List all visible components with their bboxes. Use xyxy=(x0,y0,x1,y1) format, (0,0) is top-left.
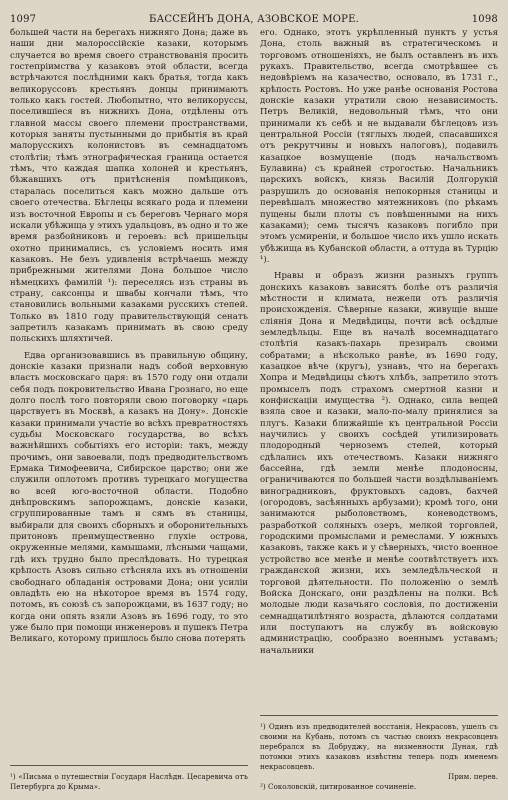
translator-note: Прим. перев. xyxy=(447,772,498,781)
right-page-number: 1098 xyxy=(471,13,498,25)
running-title: БАССЕЙНЪ ДОНА, АЗОВСКОЕ МОРЕ. xyxy=(149,13,359,25)
left-footnotes xyxy=(10,765,248,792)
text-columns xyxy=(10,28,498,792)
right-column xyxy=(260,28,498,792)
right-footnote-2: ²) Соколовскій, цитированное сочиненіе. xyxy=(260,782,417,791)
left-paragraph-2: Едва организовавшись въ правильную общину, донскіе казаки признали надъ собой верховную власть московскаго царя: въ 1570 году они отдали себя подъ покровительство Ивана Грознаго, но еще долго послѣ того повторяли свою поговорку «царь царствуетъ въ Москвѣ, а казакъ на Дону». Донскіе казаки принимали участіе во всѣхъ превратностяхъ судьбы Московскаго государства, во всѣхъ важнѣйшихъ событіяхъ его исторіи: такъ, между прочимъ, они завоевали, подъ предводительствомъ Ермака Тимофеевича, Сибирское царство; они же служили оплотомъ противъ турецкаго могущества во всей юго-восточной области. Подобно днѣпровскимъ запорожцамъ, донскіе казаки, сгруппированные тамъ и сямъ въ станицы, выбирали для своихъ сборныхъ и оборонительныхъ притоновъ преимущественно глухіе острова, окруженные мелями, камышами, лѣсными чащами, гдѣ ихъ трудно было преслѣдовать. Но турецкая крѣпость Азовъ сильно стѣсняла ихъ въ отношеніи свободнаго обладанія островами Дона; они усиліи овладѣть ею на нѣкоторое время въ 1574 году, потомъ, въ союзѣ съ запорожцами, въ 1637 году; но когда они опять взяли Азовъ въ 1696 году, то это уже было при помощи инженеровъ и пушекъ Петра Великаго, которому пришлось было снова потерять xyxy=(10,350,248,645)
left-footnote-1: ¹) «Письма о путешествіи Государя Наслѣдн. Цесаревича отъ Петербурга до Крыма». xyxy=(10,772,248,791)
right-footnote-1: ¹) Одинъ изъ предводителей восстанія, Некрасовъ, ушелъ съ своими на Кубань, потомъ съ частью своихъ некрасовцевъ перебрался въ Добруджу, на низменности Дуная, гдѣ потомки этихъ казаковъ извѣстны теперь подъ именемъ некрасовцевъ. xyxy=(260,722,498,771)
right-paragraph-1: его. Однако, этотъ укрѣпленный пунктъ у устья Дона, столь важный въ стратегическомъ и торговомъ отношеніяхъ, не былъ оставленъ въ ихъ рукахъ. Правительство, всегда смотрѣвшее съ недовѣріемъ на казачество, основало, въ 1731 г., крѣпость Ростовъ. Но уже ранѣе основанія Ростова донскіе казаки утратили свою независимость. Петръ Великій, недовольный тѣмъ, что они принимали къ себѣ и не выдавали бѣглецовъ изъ центральной Россіи (тяглыхъ людей, спасавшихся отъ рекрутчины и новыхъ налоговъ), подавилъ казацкое возмущеніе (подъ начальствомъ Булавина) съ крайней строгостью. Начальникъ царскихъ войскъ, князь Василій Долгорукій разрушилъ до основанія непокорныя станицы и перевѣшалъ множество мятежниковъ (по рѣкамъ пущены были плоты съ повѣшенными на нихъ казаками); семь тысячъ казаковъ погибло при этомъ усмиреніи, и большое число ихъ ушло искать убѣжища въ Кубанской области, а оттуда въ Турцію ¹). xyxy=(260,28,498,265)
right-footnotes xyxy=(260,715,498,792)
left-paragraph-1: большей части на берегахъ нижняго Дона; даже въ наши дни малороссійскіе казаки, которымъ случается во время своего странствованія просить гостепріимства у казаковъ этой области, всегда встрѣчаются послѣдними какъ братья, тогда какъ великоруссовъ крестьянъ донцы принимаютъ только какъ гостей. Любопытно, что великоруссы, поселившіеся въ нижнихъ Дона, отдѣлены отъ главной массы своего племени пространствами, которыя заняты пустынными до прибытія въ край малорусскихъ колонистовъ въ семнадцатомъ столѣтіи; тѣмъ этнографическая граница остается тѣмъ, что каждая шапка холоней и крестьянъ, бѣжавшихъ отъ притѣсненія помѣщиковъ, старалась поселиться какъ можно дальше отъ своего отечества. Бѣглецы всякаго рода и племени изъ восточной Европы и съ береговъ Чернаго моря искали убѣжища у этихъ удальцовъ, въ одно и то же время разбойниковъ и героевъ: всѣ пришельцы охотно принимались, съ условіемъ носить имя казаковъ. Не безъ удивленія встрѣчаешь между прибрежными жителями Дона большое число нѣмецкихъ фамилій ¹): переселясь изъ страны въ страну, саксонцы и швабы кончали тѣмъ, что становились вольными казаками русскихъ степей. Только въ 1810 году правительствующій сенатъ запретилъ казакамъ принимать въ свою среду польскихъ шляхтичей. xyxy=(10,28,248,345)
left-column xyxy=(10,28,248,792)
left-page-number: 1097 xyxy=(10,13,37,25)
right-paragraph-2: Нравы и образъ жизни разныхъ группъ донскихъ казаковъ зависятъ болѣе отъ различія мѣстности и климата, нежели отъ различія происхожденія. Сѣверные казаки, живущіе выше слiянія Дона и Медвѣдицы, почти всѣ осѣдлые земледѣльцы. Еще въ началѣ восемнадцатаго столѣтія казакъ-пахарь презиралъ своими собратами; а нѣсколько ранѣе, въ 1690 году, казацкое вѣче (кругъ), узнавъ, что на берегахъ Хопра и Медвѣдицы сѣютъ хлѣбъ, запретило этотъ промыселъ подъ страхомъ смертной казни и конфискаціи имущества ²). Однако, сила вещей взяла свое и казаки, мало-по-малу принялися за плугъ. Казаки ближайшіе къ центральной Россіи научились у своихъ сосѣдей утилизировать плодородный черноземъ степей, который сдѣлались ихъ отечествомъ. Казаки нижняго бассейна, гдѣ земли менѣе плодоносны, ограничиваются по большей части воздѣлываніемъ виноградниковъ, фруктовыхъ садовъ, бахчей (огородовъ, засѣянныхъ арбузами); кромѣ того, они занимаются рыболовствомъ, коневодствомъ, разработкой соляныхъ озеръ, мелкой торговлей, городскими промыслами и ремеслами. У южныхъ казаковъ, также какъ и у сѣверныхъ, чисто военное устройство все менѣе и менѣе соотвѣтствуетъ ихъ гражданской жизни, ихъ земледѣльческой и торговой дѣятельности. По положенію о землѣ Войска Донскаго, они раздѣлены на полки. Всѣ молодые люди казачьяго сословія, по достиженіи семнадцатилѣтняго возраста, дѣлаются солдатами или поступаютъ на службу въ войсковую администрацію, сообразно военнымъ уставамъ; начальники xyxy=(260,271,498,656)
page-header xyxy=(10,10,498,28)
